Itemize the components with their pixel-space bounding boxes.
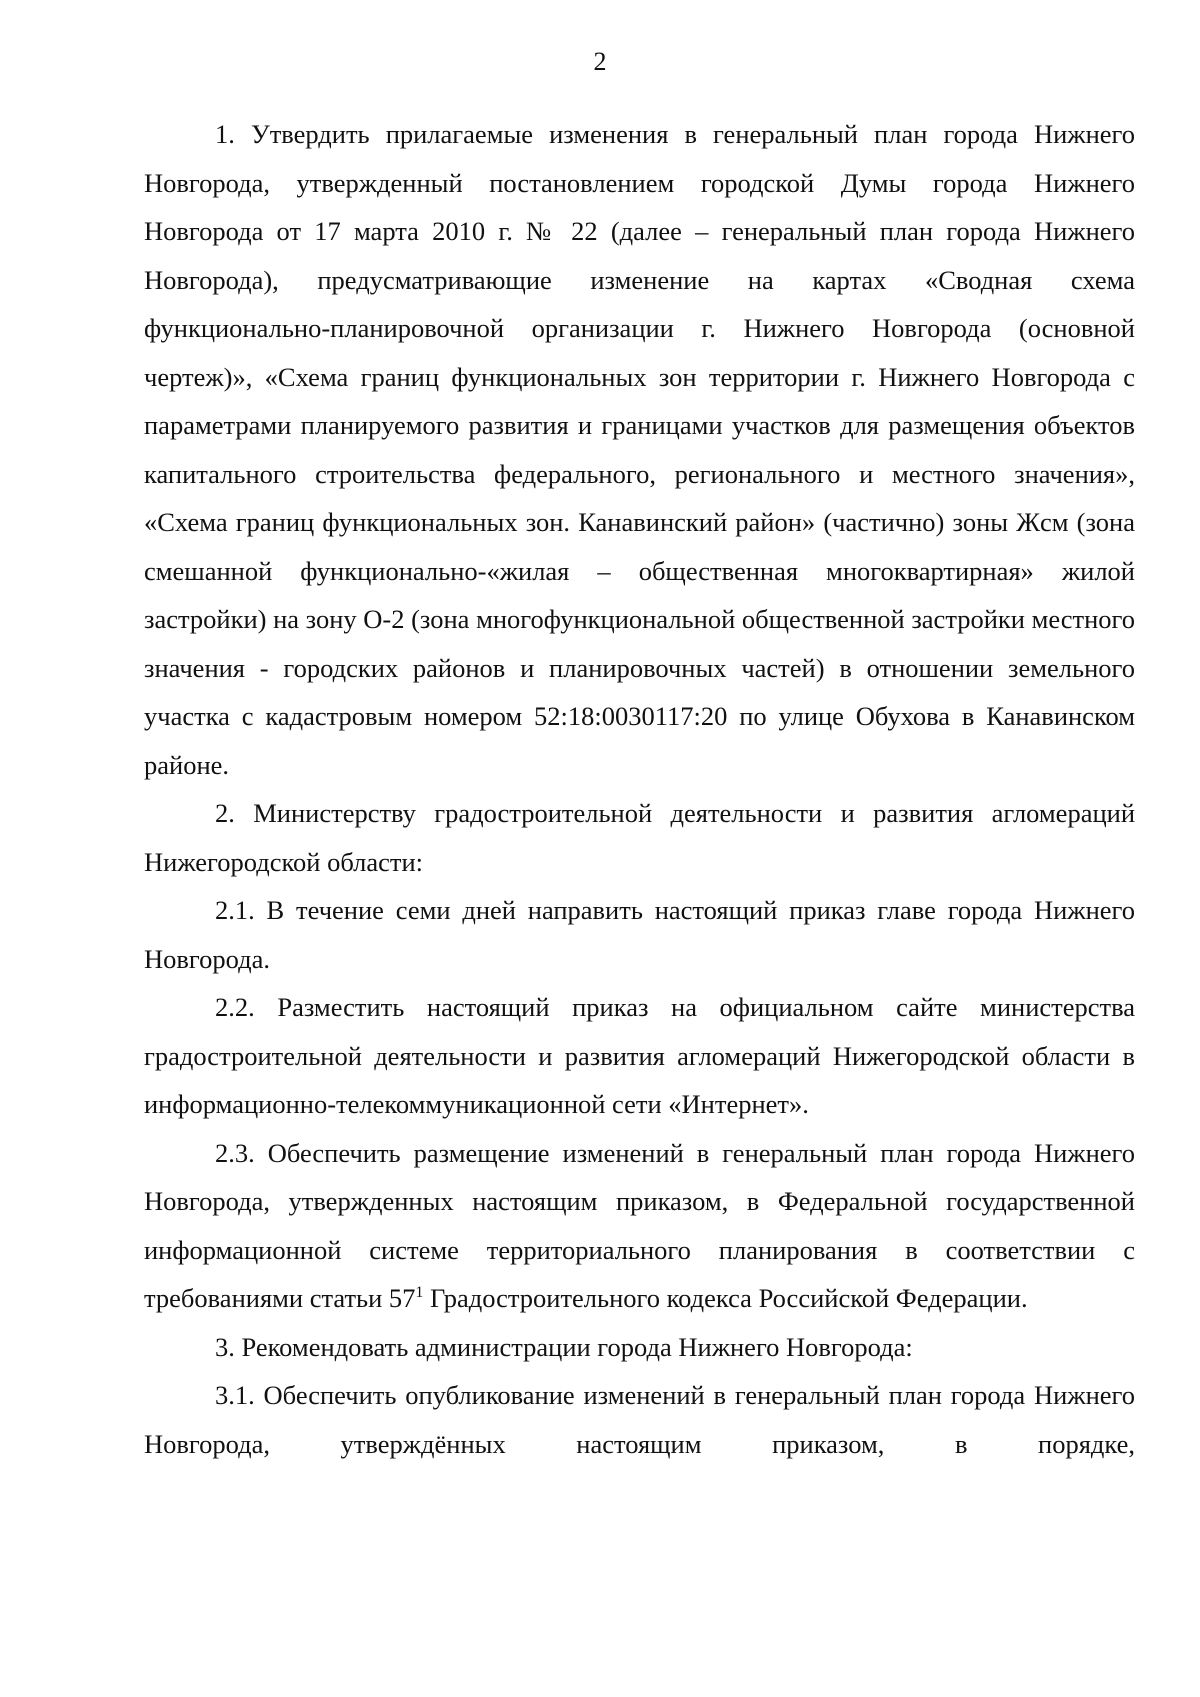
paragraph-2-2: 2.2. Разместить настоящий приказ на официальном сайте министерства градостроительной деятельности и развития агломераций Нижегородской области в информационно-телекоммуникационной сети «Интернет».: [144, 992, 1135, 1119]
document-body: [144, 110, 1135, 1468]
paragraph-2-3: [144, 1129, 1135, 1323]
paragraph-1: 1. Утвердить прилагаемые изменения в генеральный план города Нижнего Новгорода, утвержденный постановлением городской Думы города Нижнего Новгорода от 17 марта 2010 г. № 22 (далее – генеральный план города Нижнего Новгорода), предусматривающие изменение на картах «Сводная схема функционально-планировочной организации г. Нижнего Новгорода (основной чертеж)», «Схема границ функциональных зон территории г. Нижнего Новгорода с параметрами планируемого развития и границами участков для размещения объектов капитального строительства федерального, регионального и местного значения», «Схема границ функциональных зон. Канавинский район» (частично) зоны Жсм (зона смешанной функционально-«жилая – общественная многоквартирная» жилой застройки) на зону О-2 (зона многофункциональной общественной застройки местного значения - городских районов и планировочных частей) в отношении земельного участка с кадастровым номером 52:18:0030117:20 по улице Обухова в Канавинском районе.: [144, 119, 1136, 780]
page-number: 2: [593, 47, 607, 76]
paragraph-2-3-text-before: 2.3. Обеспечить размещение изменений в генеральный план города Нижнего Новгорода, утвержденных настоящим приказом, в Федеральной государственной информационной системе территориального планирования в соответствии с требованиями статьи 57: [144, 1137, 1135, 1313]
paragraph-2: 2. Министерству градостроительной деятельности и развития агломераций Нижегородской области:: [144, 798, 1135, 877]
paragraph-2-3-text-after: Градостроительного кодекса Российской Федерации.: [423, 1283, 1028, 1313]
paragraph-2-1: 2.1. В течение семи дней направить настоящий приказ главе города Нижнего Новгорода.: [144, 895, 1135, 974]
article-superscript: 1: [415, 1284, 424, 1302]
paragraph-3: 3. Рекомендовать администрации города Нижнего Новгорода:: [215, 1331, 913, 1362]
paragraph-3-1: 3.1. Обеспечить опубликование изменений в генеральный план города Нижнего Новгорода, утверждённых настоящим приказом, в порядке,: [144, 1380, 1135, 1459]
